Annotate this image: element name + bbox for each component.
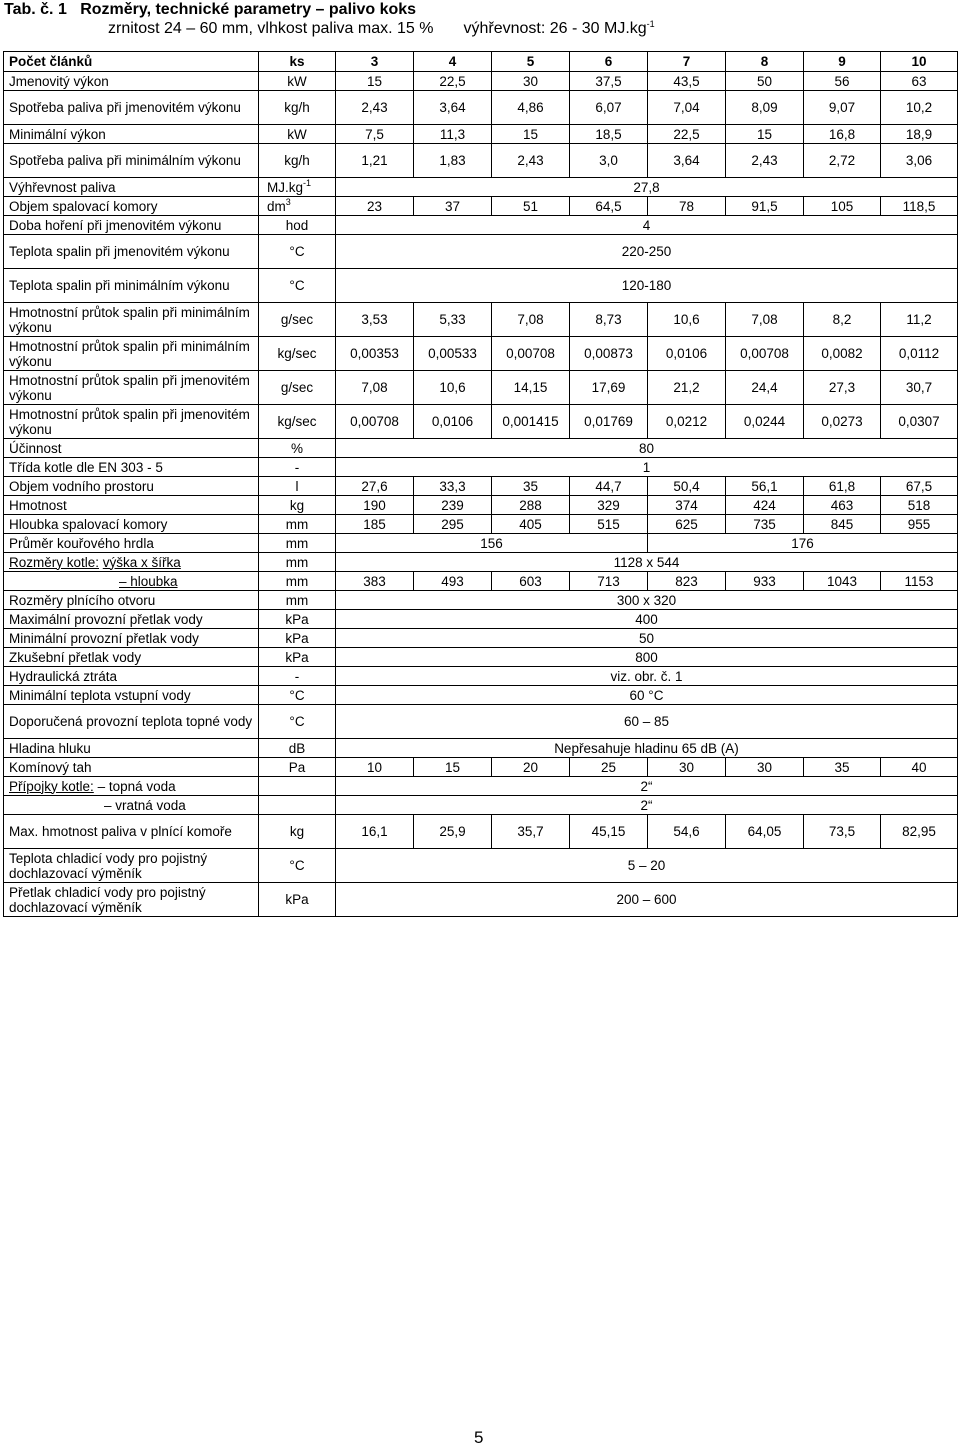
unit-cell [259,197,336,216]
value-cell: 40 [881,758,958,777]
unit-cell [259,796,336,815]
value-cell: 24,4 [726,371,804,405]
value-cell: 73,5 [804,815,881,849]
unit-cell: g/sec [259,303,336,337]
value-cell: 8,2 [804,303,881,337]
fuel-spec: zrnitost 24 – 60 mm, vlhkost paliva max. 15 % [108,20,434,37]
row-label: Maximální provozní přetlak vody [4,610,259,629]
row-label: Hmotnostní průtok spalin při minimálním výkonu [4,337,259,371]
value-cell: 176 [648,534,958,553]
unit-cell: mm [259,591,336,610]
unit-cell: kW [259,72,336,91]
value-cell: 2,43 [726,144,804,178]
table-row [4,496,958,515]
value-cell: 2,72 [804,144,881,178]
value-cell: viz. obr. č. 1 [336,667,958,686]
value-cell: 50,4 [648,477,726,496]
value-cell: 56,1 [726,477,804,496]
value-cell: 625 [648,515,726,534]
unit-cell: kg/h [259,144,336,178]
technical-parameters-table [3,51,958,917]
value-cell: 22,5 [648,125,726,144]
table-row [4,52,958,72]
value-cell: 1,21 [336,144,414,178]
table-number: Tab. č. 1 [4,1,67,18]
value-cell: 8,09 [726,91,804,125]
row-label: Minimální výkon [4,125,259,144]
value-cell: 30 [726,758,804,777]
unit-exponent: -1 [303,177,312,188]
value-cell: 35 [492,477,570,496]
table-row [4,144,958,178]
row-label-text: – hloubka [119,573,178,589]
value-cell: 16,8 [804,125,881,144]
value-cell: 7 [648,52,726,72]
value-cell: 0,0082 [804,337,881,371]
heat-value-exponent: -1 [646,19,655,29]
table-row [4,269,958,303]
row-label: Zkušební přetlak vody [4,648,259,667]
value-cell: 18,9 [881,125,958,144]
value-cell: 239 [414,496,492,515]
row-label [4,777,259,796]
value-cell: 463 [804,496,881,515]
value-cell: 424 [726,496,804,515]
table-title: Rozměry, technické parametry – palivo koks [80,1,417,18]
value-cell: 1153 [881,572,958,591]
value-cell: 78 [648,197,726,216]
row-label: Hmotnostní průtok spalin při minimálním výkonu [4,303,259,337]
value-cell: 35,7 [492,815,570,849]
value-cell: 20 [492,758,570,777]
table-row [4,337,958,371]
value-cell: 8,73 [570,303,648,337]
table-row [4,796,958,815]
row-label: Přetlak chladicí vody pro pojistný dochlazovací výměník [4,883,259,917]
unit-cell [259,178,336,197]
unit-cell: hod [259,216,336,235]
value-cell: 80 [336,439,958,458]
row-label: Max. hmotnost paliva v plnící komoře [4,815,259,849]
table-row [4,216,958,235]
row-label: Doporučená provozní teplota topné vody [4,705,259,739]
value-cell: 10,2 [881,91,958,125]
value-cell: 22,5 [414,72,492,91]
value-cell: 3,64 [414,91,492,125]
value-cell: 7,08 [336,371,414,405]
value-cell: 845 [804,515,881,534]
unit-cell: kg/sec [259,405,336,439]
value-cell: 0,0273 [804,405,881,439]
value-cell: 82,95 [881,815,958,849]
table-row [4,458,958,477]
table-row [4,758,958,777]
value-cell: 185 [336,515,414,534]
value-cell: 105 [804,197,881,216]
value-cell: 37 [414,197,492,216]
value-cell: 21,2 [648,371,726,405]
value-cell: 33,3 [414,477,492,496]
row-label: Minimální provozní přetlak vody [4,629,259,648]
value-cell: 11,3 [414,125,492,144]
row-label: Jmenovitý výkon [4,72,259,91]
unit-cell: kg [259,496,336,515]
row-label: Hmotnostní průtok spalin při jmenovitém výkonu [4,371,259,405]
value-cell: 713 [570,572,648,591]
value-cell: 45,15 [570,815,648,849]
value-cell: 1043 [804,572,881,591]
table-row [4,197,958,216]
value-cell: 3,0 [570,144,648,178]
value-cell: 823 [648,572,726,591]
value-cell: 0,0112 [881,337,958,371]
unit-text: dm [267,198,286,214]
value-cell: 10 [336,758,414,777]
value-cell: 374 [648,496,726,515]
value-cell: 200 – 600 [336,883,958,917]
value-cell: 5 – 20 [336,849,958,883]
value-cell: 4 [414,52,492,72]
value-cell: 6,07 [570,91,648,125]
value-cell: 0,01769 [570,405,648,439]
value-cell: 10,6 [414,371,492,405]
unit-cell: - [259,667,336,686]
value-cell: 23 [336,197,414,216]
row-label: Účinnost [4,439,259,458]
row-label: Minimální teplota vstupní vody [4,686,259,705]
table-row [4,405,958,439]
value-cell: 0,00708 [492,337,570,371]
value-cell: 0,0244 [726,405,804,439]
value-cell: 9 [804,52,881,72]
value-cell: 51 [492,197,570,216]
value-cell: 35 [804,758,881,777]
row-label: – vratná voda [4,796,259,815]
value-cell: Nepřesahuje hladinu 65 dB (A) [336,739,958,758]
value-cell: 6 [570,52,648,72]
table-row [4,739,958,758]
value-cell: 1128 x 544 [336,553,958,572]
value-cell: 0,00533 [414,337,492,371]
value-cell: 0,0106 [414,405,492,439]
value-cell: 64,05 [726,815,804,849]
value-cell: 3,06 [881,144,958,178]
value-cell: 37,5 [570,72,648,91]
value-cell: 2,43 [492,144,570,178]
value-cell: 118,5 [881,197,958,216]
value-cell: 1,83 [414,144,492,178]
table-row [4,610,958,629]
table-row [4,125,958,144]
value-cell: 64,5 [570,197,648,216]
table-row [4,629,958,648]
value-cell: 0,0307 [881,405,958,439]
unit-cell: kPa [259,883,336,917]
value-cell: 7,08 [726,303,804,337]
unit-cell: Pa [259,758,336,777]
value-cell: 800 [336,648,958,667]
unit-cell: kPa [259,610,336,629]
row-label: Doba hoření při jmenovitém výkonu [4,216,259,235]
table-row [4,439,958,458]
table-row [4,515,958,534]
table-row [4,648,958,667]
row-label: Komínový tah [4,758,259,777]
value-cell: 61,8 [804,477,881,496]
unit-cell: kW [259,125,336,144]
unit-cell: % [259,439,336,458]
row-label: Hladina hluku [4,739,259,758]
value-cell: 16,1 [336,815,414,849]
value-cell: 25,9 [414,815,492,849]
value-cell: 0,001415 [492,405,570,439]
table-row [4,91,958,125]
unit-cell: kPa [259,648,336,667]
unit-cell: °C [259,269,336,303]
row-label-main: Přípojky kotle: [9,778,94,794]
unit-cell: kg/sec [259,337,336,371]
row-label: Hmotnost [4,496,259,515]
value-cell: 400 [336,610,958,629]
value-cell: 17,69 [570,371,648,405]
value-cell: 9,07 [804,91,881,125]
value-cell: 8 [726,52,804,72]
unit-cell: kg/h [259,91,336,125]
value-cell: 156 [336,534,648,553]
header-line-2 [4,19,954,38]
value-cell: 0,0106 [648,337,726,371]
value-cell: 735 [726,515,804,534]
value-cell: 5,33 [414,303,492,337]
value-cell: 383 [336,572,414,591]
unit-cell: l [259,477,336,496]
row-label: Hloubka spalovací komory [4,515,259,534]
row-label-sub: výška x šířka [102,554,181,570]
table-row [4,534,958,553]
value-cell: 0,00708 [336,405,414,439]
row-label: Teplota spalin při minimálním výkonu [4,269,259,303]
table-row [4,667,958,686]
value-cell: 0,00708 [726,337,804,371]
table-row [4,591,958,610]
row-label: Počet článků [4,52,259,72]
value-cell: 3,53 [336,303,414,337]
unit-cell: - [259,458,336,477]
row-label-main: Rozměry kotle: [9,554,100,570]
unit-cell: °C [259,705,336,739]
unit-cell: °C [259,235,336,269]
unit-cell: °C [259,849,336,883]
value-cell: 91,5 [726,197,804,216]
table-row [4,303,958,337]
value-cell: 190 [336,496,414,515]
unit-cell: kg [259,815,336,849]
table-row [4,178,958,197]
value-cell: 7,04 [648,91,726,125]
value-cell: 67,5 [881,477,958,496]
row-label: Objem spalovací komory [4,197,259,216]
unit-cell: mm [259,572,336,591]
row-label: Průměr kouřového hrdla [4,534,259,553]
row-label: Spotřeba paliva při minimálním výkonu [4,144,259,178]
unit-cell [259,777,336,796]
row-label: Výhřevnost paliva [4,178,259,197]
value-cell: 603 [492,572,570,591]
row-label-sub: – topná voda [97,778,176,794]
value-cell: 15 [336,72,414,91]
value-cell: 329 [570,496,648,515]
value-cell: 27,3 [804,371,881,405]
value-cell: 955 [881,515,958,534]
table-row [4,883,958,917]
value-cell: 15 [414,758,492,777]
table-row [4,705,958,739]
row-label [4,572,259,591]
value-cell: 220-250 [336,235,958,269]
value-cell: 2“ [336,777,958,796]
value-cell: 493 [414,572,492,591]
row-label: Objem vodního prostoru [4,477,259,496]
row-label: Třída kotle dle EN 303 - 5 [4,458,259,477]
unit-cell: mm [259,534,336,553]
value-cell: 11,2 [881,303,958,337]
value-cell: 0,00353 [336,337,414,371]
row-label: Teplota spalin při jmenovitém výkonu [4,235,259,269]
value-cell: 18,5 [570,125,648,144]
unit-exponent: 3 [285,196,291,207]
value-cell: 3,64 [648,144,726,178]
value-cell: 7,08 [492,303,570,337]
page-number: 5 [474,1428,484,1447]
unit-cell: g/sec [259,371,336,405]
table-row [4,572,958,591]
value-cell: 10 [881,52,958,72]
value-cell: 50 [336,629,958,648]
value-cell: 3 [336,52,414,72]
table-row [4,777,958,796]
value-cell: 15 [492,125,570,144]
value-cell: 60 – 85 [336,705,958,739]
value-cell: 0,0212 [648,405,726,439]
document-header [4,0,954,38]
value-cell: 60 °C [336,686,958,705]
value-cell: 933 [726,572,804,591]
value-cell: 515 [570,515,648,534]
value-cell: 2,43 [336,91,414,125]
value-cell: 30 [648,758,726,777]
unit-cell: kPa [259,629,336,648]
value-cell: 43,5 [648,72,726,91]
unit-cell: °C [259,686,336,705]
unit-cell: ks [259,52,336,72]
heat-value-spec: výhřevnost: 26 - 30 MJ.kg [463,20,647,37]
value-cell: 0,00873 [570,337,648,371]
value-cell: 7,5 [336,125,414,144]
row-label: Hydraulická ztráta [4,667,259,686]
header-line-1 [4,0,954,19]
table-row [4,477,958,496]
table-row [4,72,958,91]
value-cell: 56 [804,72,881,91]
value-cell: 120-180 [336,269,958,303]
value-cell: 54,6 [648,815,726,849]
value-cell: 518 [881,496,958,515]
value-cell: 25 [570,758,648,777]
value-cell: 10,6 [648,303,726,337]
value-cell: 288 [492,496,570,515]
table-row [4,686,958,705]
value-cell: 295 [414,515,492,534]
table-row [4,235,958,269]
value-cell: 1 [336,458,958,477]
table-row [4,849,958,883]
value-cell: 44,7 [570,477,648,496]
value-cell: 4 [336,216,958,235]
row-label: Hmotnostní průtok spalin při jmenovitém výkonu [4,405,259,439]
value-cell: 50 [726,72,804,91]
table-row [4,371,958,405]
value-cell: 30,7 [881,371,958,405]
value-cell: 5 [492,52,570,72]
unit-cell: dB [259,739,336,758]
value-cell: 27,8 [336,178,958,197]
table-row [4,815,958,849]
value-cell: 405 [492,515,570,534]
unit-cell: mm [259,515,336,534]
unit-text: MJ.kg [267,179,304,195]
value-cell: 27,6 [336,477,414,496]
value-cell: 63 [881,72,958,91]
value-cell: 300 x 320 [336,591,958,610]
value-cell: 4,86 [492,91,570,125]
row-label: Spotřeba paliva při jmenovitém výkonu [4,91,259,125]
row-label [4,553,259,572]
value-cell: 2“ [336,796,958,815]
table-row [4,553,958,572]
value-cell: 14,15 [492,371,570,405]
row-label: Rozměry plnícího otvoru [4,591,259,610]
value-cell: 30 [492,72,570,91]
unit-cell: mm [259,553,336,572]
row-label: Teplota chladicí vody pro pojistný dochlazovací výměník [4,849,259,883]
value-cell: 15 [726,125,804,144]
